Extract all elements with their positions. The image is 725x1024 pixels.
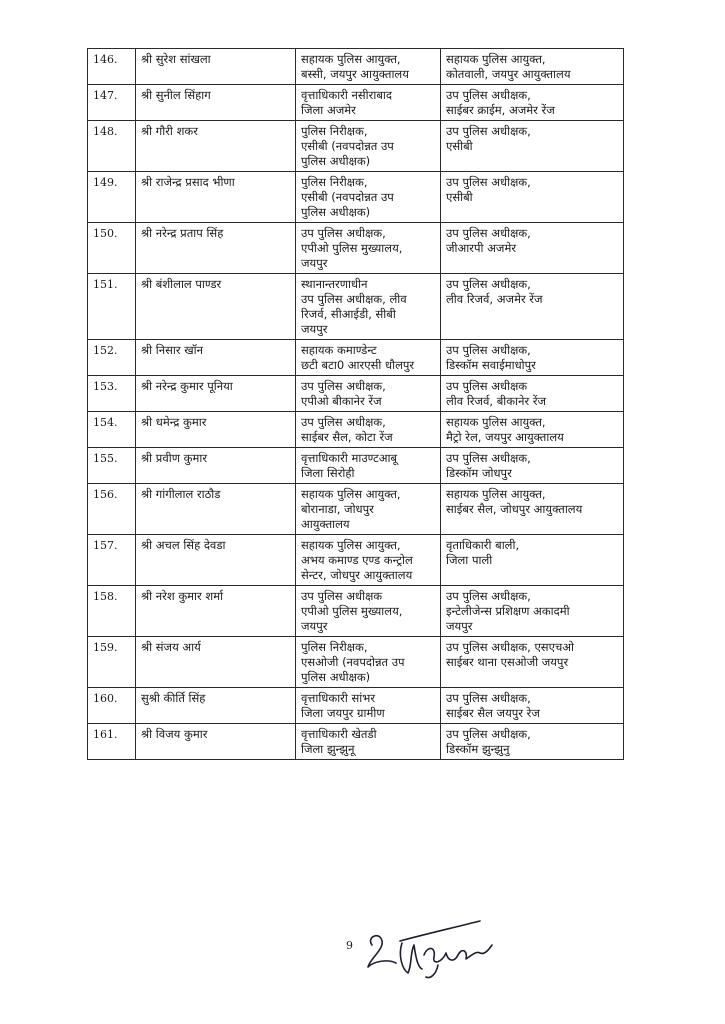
- new-posting: [441, 49, 624, 85]
- table-row: [88, 340, 624, 376]
- serial-number: 151.: [88, 274, 136, 340]
- current-posting-line: सेन्टर, जोधपुर आयुक्तालय: [301, 568, 413, 582]
- page-footer: [318, 905, 548, 995]
- table-row: [88, 448, 624, 484]
- new-posting-line: सहायक पुलिस आयुक्त,: [446, 487, 546, 501]
- current-posting-line: वृत्ताधिकारी खेतडी: [301, 727, 377, 741]
- new-posting-line: एसीबी: [446, 190, 473, 204]
- current-posting: [296, 535, 441, 586]
- page-number: 9: [346, 939, 353, 952]
- current-posting: [296, 121, 441, 172]
- new-posting-line: एसीबी: [446, 139, 473, 153]
- current-posting-line: एसीबी (नवपदोन्नत उप: [301, 139, 394, 153]
- transfer-table: [87, 48, 624, 760]
- new-posting-line: डिस्कॉम झुन्झुनु: [446, 742, 510, 756]
- current-posting-line: पुलिस निरीक्षक,: [301, 640, 368, 654]
- officer-name: श्री धमेन्द्र कुमार: [136, 412, 296, 448]
- new-posting-line: उप पुलिस अधीक्षक,: [446, 691, 531, 705]
- table-row: [88, 637, 624, 688]
- current-posting-line: स्थानान्तरणाधीन: [301, 277, 368, 291]
- officer-name: श्री अचल सिंह देवडा: [136, 535, 296, 586]
- new-posting: [441, 724, 624, 760]
- current-posting-line: एसओजी (नवपदोन्नत उप: [301, 655, 405, 669]
- officer-name: श्री गौरी शकर: [136, 121, 296, 172]
- officer-name: श्री गांगीलाल राठौड: [136, 484, 296, 535]
- table-row: [88, 412, 624, 448]
- serial-number: 161.: [88, 724, 136, 760]
- current-posting: [296, 412, 441, 448]
- serial-number: 152.: [88, 340, 136, 376]
- new-posting-line: सहायक पुलिस आयुक्त,: [446, 52, 546, 66]
- current-posting: [296, 274, 441, 340]
- new-posting-line: उप पुलिस अधीक्षक, एसएचओ: [446, 640, 575, 654]
- current-posting-line: जिला झुन्झुनू: [301, 742, 355, 756]
- table-row: [88, 172, 624, 223]
- serial-number: 156.: [88, 484, 136, 535]
- new-posting-line: उप पुलिस अधीक्षक,: [446, 727, 531, 741]
- current-posting-line: जयपुर: [301, 619, 328, 633]
- current-posting-line: पुलिस निरीक्षक,: [301, 175, 368, 189]
- serial-number: 149.: [88, 172, 136, 223]
- serial-number: 148.: [88, 121, 136, 172]
- table-row: [88, 586, 624, 637]
- current-posting-line: बस्सी, जयपुर आयुक्तालय: [301, 67, 409, 81]
- current-posting: [296, 484, 441, 535]
- new-posting-line: उप पुलिस अधीक्षक: [446, 379, 528, 393]
- officer-name: श्री प्रवीण कुमार: [136, 448, 296, 484]
- serial-number: 150.: [88, 223, 136, 274]
- current-posting-line: पुलिस अधीक्षक): [301, 154, 371, 168]
- current-posting-line: जिला सिरोही: [301, 466, 355, 480]
- new-posting: [441, 376, 624, 412]
- officer-name: श्री विजय कुमार: [136, 724, 296, 760]
- officer-name: श्री संजय आर्य: [136, 637, 296, 688]
- current-posting: [296, 586, 441, 637]
- new-posting-line: साईबर सैल, जोधपुर आयुक्तालय: [446, 502, 583, 516]
- new-posting-line: उप पुलिस अधीक्षक,: [446, 589, 531, 603]
- table-row: [88, 724, 624, 760]
- current-posting-line: एपीओ पुलिस मुख्यालय,: [301, 241, 403, 255]
- current-posting-line: उप पुलिस अधीक्षक: [301, 589, 383, 603]
- new-posting: [441, 172, 624, 223]
- current-posting-line: बोरानाडा, जोधपुर: [301, 502, 374, 516]
- new-posting-line: वृताधिकारी बाली,: [446, 538, 520, 552]
- new-posting-line: कोतवाली, जयपुर आयुक्तालय: [446, 67, 571, 81]
- officer-name: श्री बंशीलाल पाण्डर: [136, 274, 296, 340]
- new-posting: [441, 274, 624, 340]
- new-posting-line: डिस्कॉम जोधपुर: [446, 466, 512, 480]
- new-posting-line: उप पुलिस अधीक्षक,: [446, 226, 531, 240]
- new-posting-line: उप पुलिस अधीक्षक,: [446, 451, 531, 465]
- current-posting-line: रिजर्व, सीआईडी, सीबी: [301, 307, 396, 321]
- current-posting-line: पुलिस अधीक्षक): [301, 205, 371, 219]
- table-row: [88, 49, 624, 85]
- officer-name: श्री नरेन्द्र कुमार पूनिया: [136, 376, 296, 412]
- new-posting: [441, 121, 624, 172]
- new-posting-line: सहायक पुलिस आयुक्त,: [446, 415, 546, 429]
- current-posting: [296, 223, 441, 274]
- new-posting-line: जयपुर: [446, 619, 473, 633]
- new-posting-line: उप पुलिस अधीक्षक,: [446, 175, 531, 189]
- transfer-table-body: [88, 49, 624, 760]
- serial-number: 155.: [88, 448, 136, 484]
- officer-name: श्री सुनील सिंहाग: [136, 85, 296, 121]
- current-posting-line: सहायक पुलिस आयुक्त,: [301, 538, 401, 552]
- new-posting-line: साईबर सैल जयपुर रेज: [446, 706, 540, 720]
- current-posting-line: एपीओ बीकानेर रेंज: [301, 394, 382, 408]
- current-posting-line: जिला अजमेर: [301, 103, 356, 117]
- current-posting-line: उप पुलिस अधीक्षक,: [301, 379, 386, 393]
- current-posting-line: वृत्ताधिकारी नसीराबाद: [301, 88, 392, 102]
- current-posting-line: साईबर सैल, कोटा रेंज: [301, 430, 393, 444]
- new-posting-line: उप पुलिस अधीक्षक,: [446, 88, 531, 102]
- new-posting-line: जीआरपी अजमेर: [446, 241, 517, 255]
- new-posting: [441, 448, 624, 484]
- table-row: [88, 376, 624, 412]
- officer-name: श्री निसार खॉन: [136, 340, 296, 376]
- current-posting-line: उप पुलिस अधीक्षक,: [301, 226, 386, 240]
- serial-number: 153.: [88, 376, 136, 412]
- current-posting: [296, 172, 441, 223]
- current-posting: [296, 688, 441, 724]
- current-posting-line: पुलिस निरीक्षक,: [301, 124, 368, 138]
- current-posting-line: वृत्ताधिकारी सांभर: [301, 691, 376, 705]
- table-row: [88, 688, 624, 724]
- current-posting-line: सहायक पुलिस आयुक्त,: [301, 487, 401, 501]
- officer-name: श्री नरेन्द्र प्रताप सिंह: [136, 223, 296, 274]
- current-posting: [296, 85, 441, 121]
- current-posting-line: पुलिस अधीक्षक): [301, 670, 371, 684]
- table-row: [88, 85, 624, 121]
- new-posting: [441, 85, 624, 121]
- current-posting: [296, 49, 441, 85]
- current-posting-line: आयुक्तालय: [301, 517, 350, 531]
- new-posting: [441, 340, 624, 376]
- new-posting: [441, 637, 624, 688]
- current-posting-line: उप पुलिस अधीक्षक, लीव: [301, 292, 407, 306]
- current-posting-line: सहायक कमाण्डेन्ट: [301, 343, 377, 357]
- current-posting-line: अभय कमाण्ड एण्ड कन्ट्रोल: [301, 553, 413, 567]
- new-posting-line: जिला पाली: [446, 553, 493, 567]
- serial-number: 158.: [88, 586, 136, 637]
- new-posting-line: साईबर थाना एसओजी जयपुर: [446, 655, 569, 669]
- current-posting-line: छटी बटा0 आरएसी धौलपुर: [301, 358, 415, 372]
- current-posting-line: जयपुर: [301, 256, 328, 270]
- current-posting-line: एपीओ पुलिस मुख्यालय,: [301, 604, 403, 618]
- current-posting: [296, 724, 441, 760]
- serial-number: 154.: [88, 412, 136, 448]
- current-posting-line: जयपुर: [301, 322, 328, 336]
- current-posting-line: सहायक पुलिस आयुक्त,: [301, 52, 401, 66]
- table-row: [88, 535, 624, 586]
- new-posting: [441, 586, 624, 637]
- new-posting: [441, 223, 624, 274]
- current-posting: [296, 340, 441, 376]
- new-posting-line: लीव रिजर्व, अजमेर रेंज: [446, 292, 543, 306]
- current-posting-line: वृत्ताधिकारी माउण्टआबू: [301, 451, 398, 465]
- current-posting: [296, 448, 441, 484]
- new-posting-line: लीव रिजर्व, बीकानेर रेंज: [446, 394, 547, 408]
- officer-name: श्री राजेन्द्र प्रसाद भीणा: [136, 172, 296, 223]
- current-posting-line: उप पुलिस अधीक्षक,: [301, 415, 386, 429]
- new-posting: [441, 412, 624, 448]
- new-posting: [441, 688, 624, 724]
- new-posting-line: डिस्कॉम सवाईमाधोपुर: [446, 358, 536, 372]
- current-posting: [296, 637, 441, 688]
- current-posting-line: एसीबी (नवपदोन्नत उप: [301, 190, 394, 204]
- officer-name: श्री नरेश कुमार शर्मा: [136, 586, 296, 637]
- table-row: [88, 484, 624, 535]
- current-posting: [296, 376, 441, 412]
- serial-number: 160.: [88, 688, 136, 724]
- table-row: [88, 121, 624, 172]
- officer-name: सुश्री कीर्ति सिंह: [136, 688, 296, 724]
- table-row: [88, 274, 624, 340]
- serial-number: 157.: [88, 535, 136, 586]
- new-posting-line: मैट्रो रेल, जयपुर आयुक्तालय: [446, 430, 564, 444]
- serial-number: 147.: [88, 85, 136, 121]
- serial-number: 146.: [88, 49, 136, 85]
- new-posting-line: साईबर क्राईम, अजमेर रेंज: [446, 103, 555, 117]
- new-posting-line: उप पुलिस अधीक्षक,: [446, 277, 531, 291]
- serial-number: 159.: [88, 637, 136, 688]
- new-posting-line: उप पुलिस अधीक्षक,: [446, 343, 531, 357]
- current-posting-line: जिला जयपुर ग्रामीण: [301, 706, 385, 720]
- table-row: [88, 223, 624, 274]
- new-posting-line: उप पुलिस अधीक्षक,: [446, 124, 531, 138]
- new-posting-line: इन्टेलीजेन्स प्रशिक्षण अकादमी: [446, 604, 570, 618]
- signature-icon: [352, 915, 532, 985]
- officer-name: श्री सुरेश सांखला: [136, 49, 296, 85]
- new-posting: [441, 535, 624, 586]
- new-posting: [441, 484, 624, 535]
